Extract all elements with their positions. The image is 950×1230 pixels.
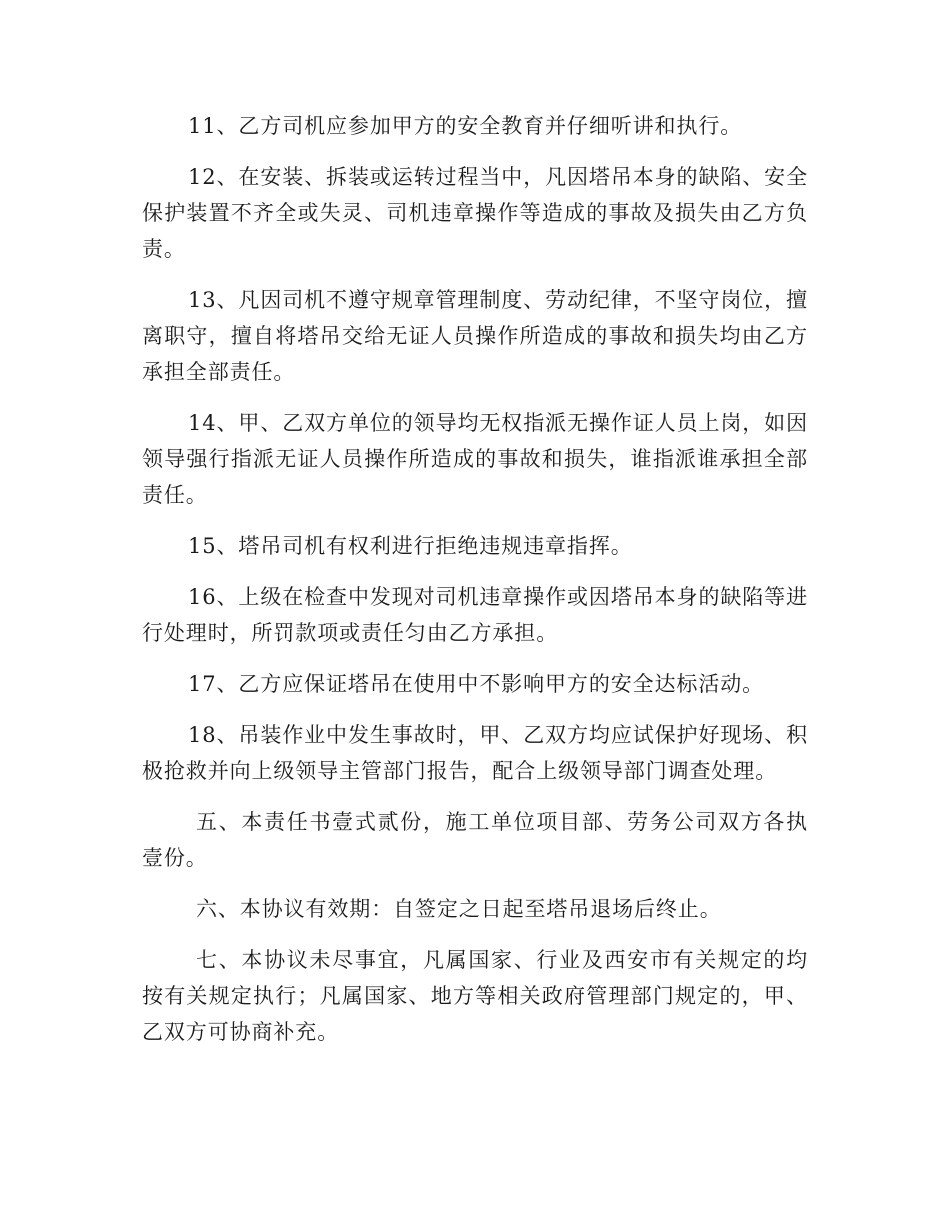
document-body [142, 108, 808, 1065]
clause-14: 14、甲、乙双方单位的领导均无权指派无操作证人员上岗，如因领导强行指派无证人员操作所造成的事故和损失，谁指派谁承担全部责任。 [142, 411, 808, 507]
clause-13: 13、凡因司机不遵守规章管理制度、劳动纪律，不坚守岗位，擅离职守，擅自将塔吊交给无证人员操作所造成的事故和损失均由乙方承担全部责任。 [142, 288, 808, 384]
clause-12: 12、在安装、拆装或运转过程当中，凡因塔吊本身的缺陷、安全保护装置不齐全或失灵、司机违章操作等造成的事故及损失由乙方负责。 [142, 165, 808, 261]
section-seven: 七、本协议未尽事宜，凡属国家、行业及西安市有关规定的均按有关规定执行；凡属国家、地方等相关政府管理部门规定的，甲、乙双方可协商补充。 [142, 948, 808, 1044]
clause-11: 11、乙方司机应参加甲方的安全教育并仔细听讲和执行。 [188, 114, 743, 138]
clause-18: 18、吊装作业中发生事故时，甲、乙双方均应试保护好现场、积极抢救并向上级领导主管部门报告，配合上级领导部门调查处理。 [142, 723, 808, 783]
clause-16: 16、上级在检查中发现对司机违章操作或因塔吊本身的缺陷等进行处理时，所罚款项或责任匀由乙方承担。 [142, 585, 808, 645]
clause-17: 17、乙方应保证塔吊在使用中不影响甲方的安全达标活动。 [188, 672, 765, 696]
clause-15: 15、塔吊司机有权利进行拒绝违规违章指挥。 [188, 534, 633, 558]
section-five: 五、本责任书壹式贰份，施工单位项目部、劳务公司双方各执壹份。 [142, 810, 808, 870]
section-six: 六、本协议有效期：自签定之日起至塔吊退场后终止。 [196, 897, 722, 921]
